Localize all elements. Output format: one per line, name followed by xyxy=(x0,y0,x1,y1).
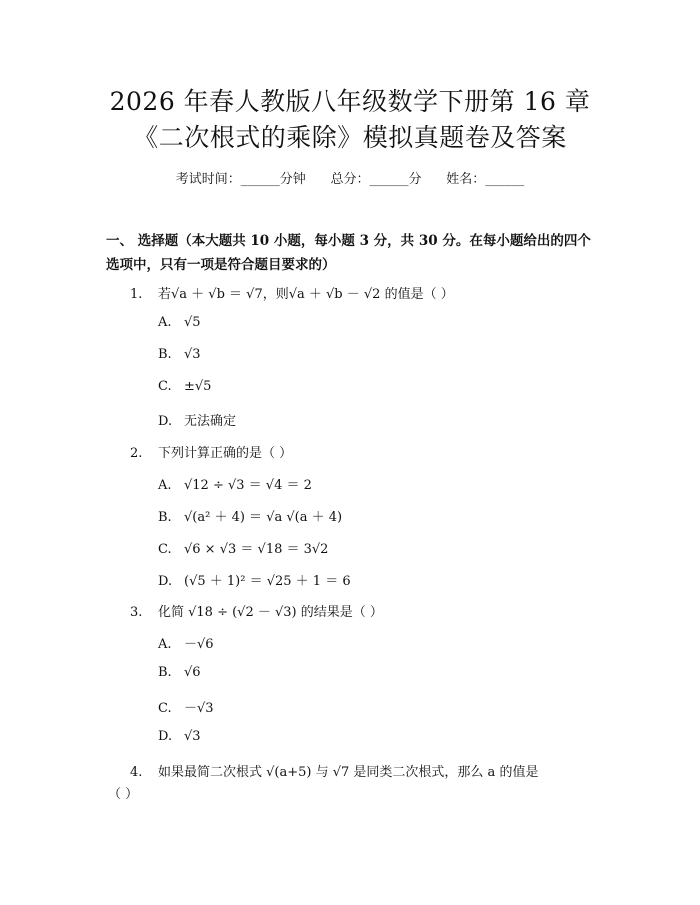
option xyxy=(158,410,236,429)
question-number: 4. xyxy=(130,765,143,780)
question-3 xyxy=(130,601,383,620)
option xyxy=(158,379,211,394)
option-label: D. xyxy=(158,414,173,429)
question-number: 3. xyxy=(130,605,143,620)
option xyxy=(158,538,328,557)
exam-info: 考试时间：______分钟 总分：______分 姓名：______ xyxy=(175,172,525,187)
option-text: √6 × √3 ＝ √18 ＝ 3√2 xyxy=(184,542,329,557)
question-text: 下列计算正确的是（ ） xyxy=(158,446,293,461)
option xyxy=(158,729,201,744)
option xyxy=(158,697,214,716)
question-1 xyxy=(130,283,454,302)
option-label: D. xyxy=(158,574,173,589)
option-text: √3 xyxy=(184,347,201,362)
option-label: B. xyxy=(158,510,172,525)
option xyxy=(158,315,201,330)
option-text: √6 xyxy=(184,665,201,680)
option-label: C. xyxy=(158,701,172,716)
option-text: √12 ÷ √3 ＝ √4 ＝ 2 xyxy=(184,478,312,493)
option xyxy=(158,665,201,680)
question-text-continued: （ ） xyxy=(108,787,139,802)
question-4 xyxy=(130,761,538,780)
option-text: √3 xyxy=(184,729,201,744)
option-label: B. xyxy=(158,347,172,362)
option-text: 无法确定 xyxy=(184,414,237,429)
option xyxy=(158,474,312,493)
exam-title-line1: 2026 年春人教版八年级数学下册第 16 章 xyxy=(109,87,591,116)
option-label: C. xyxy=(158,542,172,557)
option-label: B. xyxy=(158,665,172,680)
option-label: A. xyxy=(158,478,172,493)
option-label: D. xyxy=(158,729,173,744)
option-label: A. xyxy=(158,637,172,652)
question-number: 2. xyxy=(130,446,143,461)
option xyxy=(158,506,342,525)
option xyxy=(158,570,351,589)
question-text: 化简 √18 ÷ (√2 － √3) 的结果是（ ） xyxy=(158,605,383,620)
option-text: (√5 ＋ 1)² ＝ √25 ＋ 1 ＝ 6 xyxy=(184,574,351,589)
option-text: －√6 xyxy=(184,637,214,652)
question-text: 若√a ＋ √b ＝ √7，则√a ＋ √b － √2 的值是（ ） xyxy=(158,287,454,302)
question-number: 1. xyxy=(130,287,143,302)
option-label: C. xyxy=(158,379,172,394)
question-text: 如果最简二次根式 √(a+5) 与 √7 是同类二次根式，那么 a 的值是 xyxy=(158,765,539,780)
option-text: －√3 xyxy=(184,701,214,716)
option-text: √5 xyxy=(184,315,201,330)
question-2 xyxy=(130,442,292,461)
exam-title-line2: 《二次根式的乘除》模拟真题卷及答案 xyxy=(133,123,567,152)
option-text: √(a² ＋ 4) ＝ √a √(a ＋ 4) xyxy=(184,510,343,525)
section-heading: 一、 选择题（本大题共 10 小题，每小题 3 分，共 30 分。在每小题给出的四个选项中，只有一项是符合题目要求的） xyxy=(106,233,591,273)
option xyxy=(158,633,214,652)
option-label: A. xyxy=(158,315,172,330)
option xyxy=(158,347,201,362)
option-text: ±√5 xyxy=(184,379,212,394)
